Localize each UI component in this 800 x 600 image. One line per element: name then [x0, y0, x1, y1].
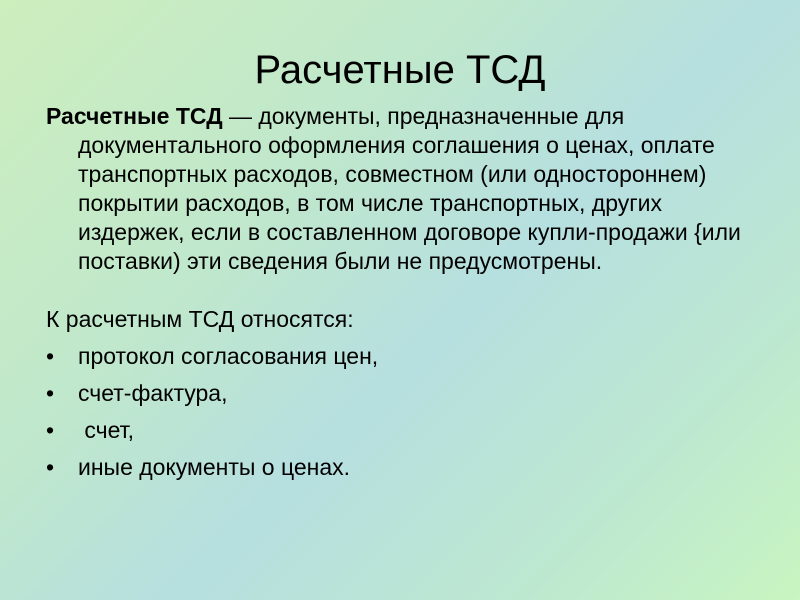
- definition-paragraph: [46, 102, 766, 276]
- list-item-text: иные документы о ценах.: [78, 454, 351, 480]
- slide-title: Расчетные ТСД: [254, 48, 546, 92]
- definition-text: — документы, предназначенные для документального оформления соглашения о ценах, оплате транспортных расходов, совместном (или одностороннем) покрытии расходов, в том числе транспортных, других издержек, если в составленном договоре купли-продажи {или поставки) эти сведения были не предусмотрены.: [78, 103, 741, 274]
- list-intro: К расчетным ТСД относятся:: [46, 306, 354, 332]
- bullet-icon: •: [46, 380, 55, 406]
- bullet-icon: •: [46, 343, 55, 369]
- definition-term: Расчетные ТСД: [46, 103, 223, 129]
- list-item-text: счет,: [78, 417, 135, 443]
- list-item: [46, 453, 766, 482]
- slide-body: [46, 102, 766, 490]
- bullet-icon: •: [46, 454, 55, 480]
- list-item-text: счет-фактура,: [78, 380, 228, 406]
- document-list: [46, 342, 766, 482]
- list-item: [46, 342, 766, 371]
- list-item: [46, 379, 766, 408]
- bullet-icon: •: [46, 417, 55, 443]
- list-item: [46, 416, 766, 445]
- list-item-text: протокол согласования цен,: [78, 343, 379, 369]
